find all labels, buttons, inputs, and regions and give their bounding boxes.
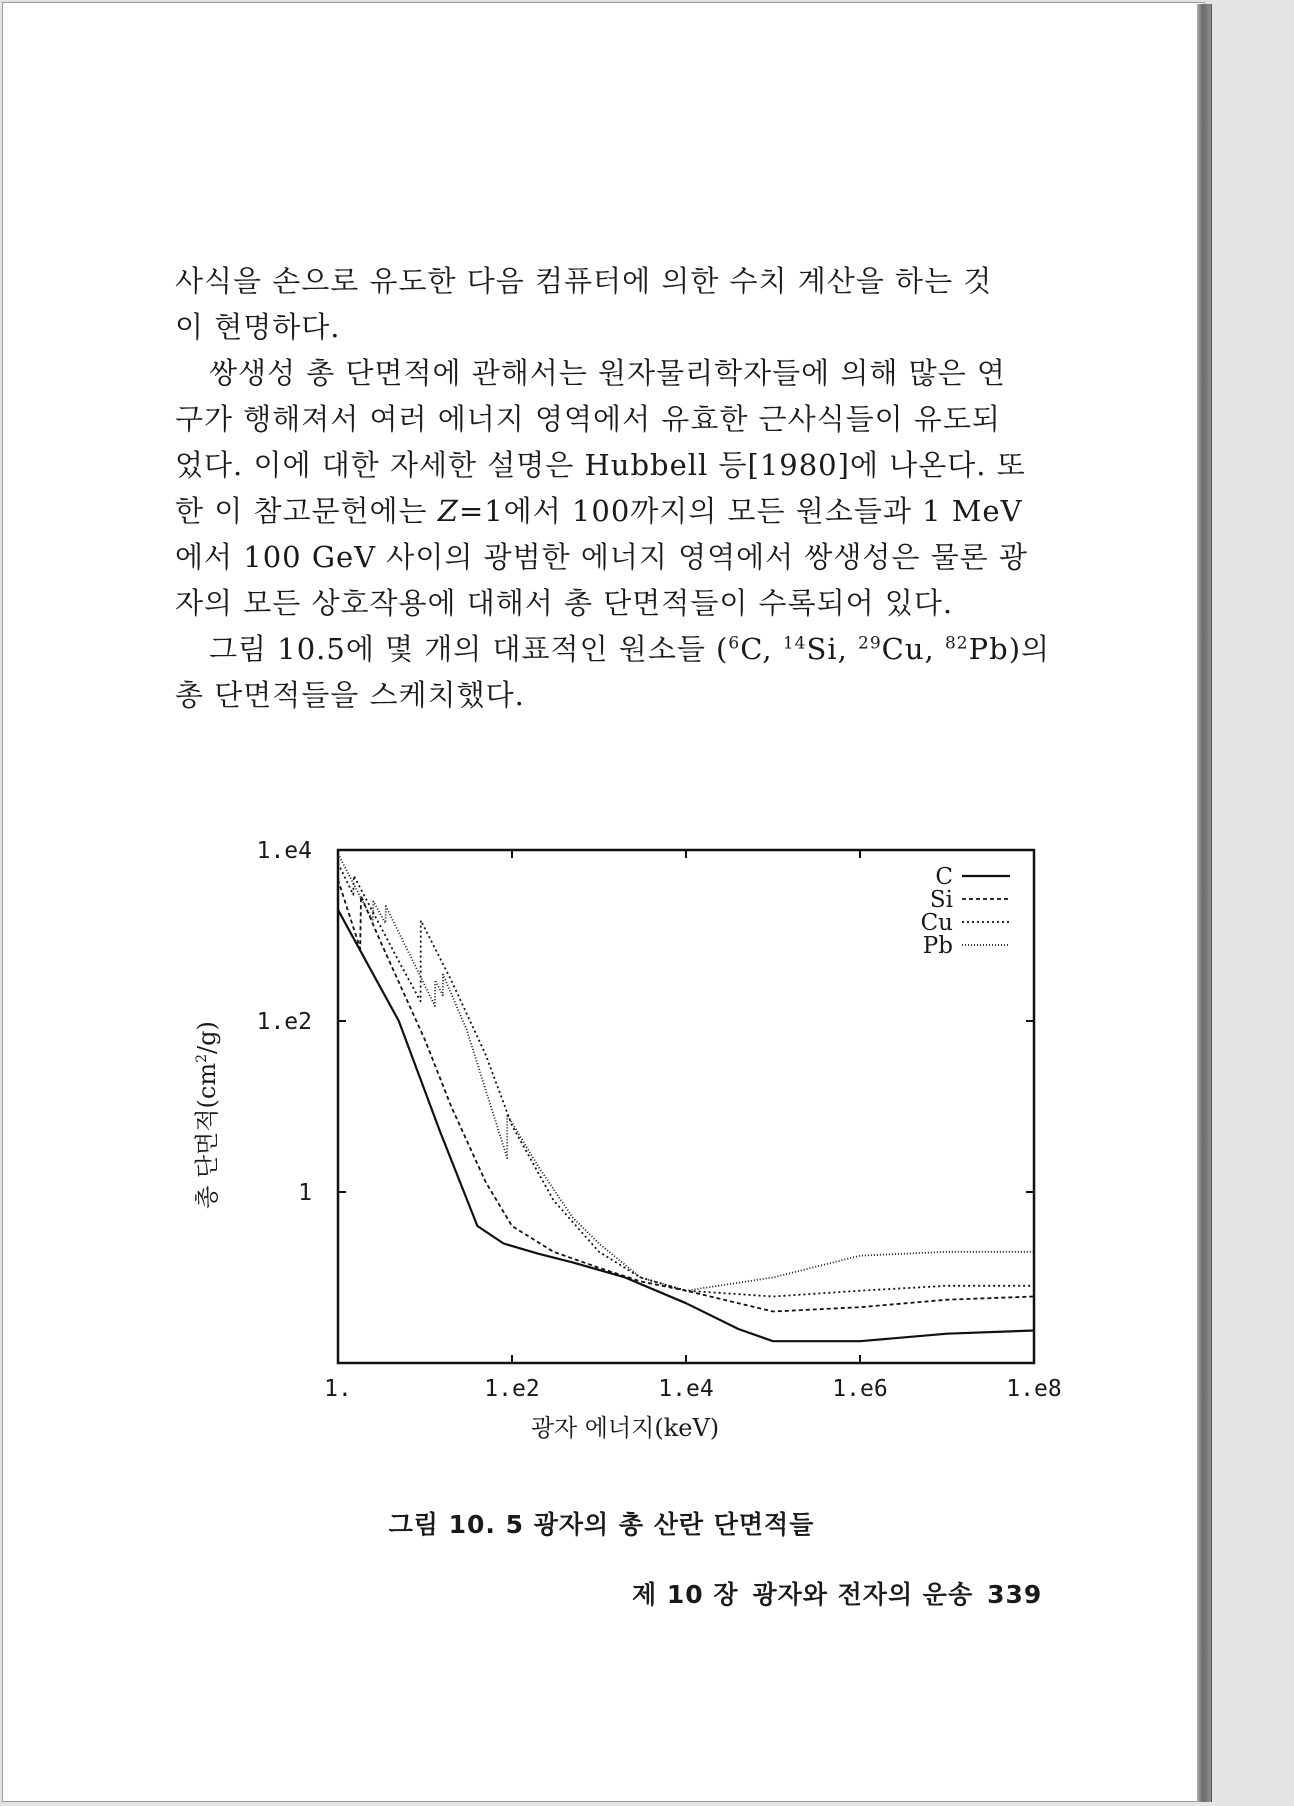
- paragraph-2-line-2: 구가 행해져서 여러 에너지 영역에서 유효한 근사식들이 유도되: [175, 402, 1001, 436]
- y-axis-label-unit: /g): [193, 1021, 221, 1054]
- paragraph-2-line-5: 에서 100 GeV 사이의 광범한 에너지 영역에서 쌍생성은 물론 광: [175, 540, 1028, 574]
- paragraph-2-line-3: 었다. 이에 대한 자세한 설명은 Hubbell 등[1980]에 나온다. 또: [175, 448, 1026, 482]
- x-tick-label: 1.e8: [1006, 1376, 1062, 1402]
- text-run: C,: [740, 632, 783, 666]
- text-run: 한 이 참고문헌에는: [175, 494, 438, 528]
- page-footer: [632, 1575, 1056, 1611]
- y-tick-label: 1.e4: [256, 838, 312, 864]
- x-tick-label: 1.e4: [658, 1376, 714, 1402]
- isotope-superscript: 6: [728, 633, 741, 654]
- paragraph-2-line-6: 자의 모든 상호작용에 대해서 총 단면적들이 수록되어 있다.: [175, 586, 954, 620]
- text-run: Cu,: [881, 632, 945, 666]
- x-tick-label: 1.e2: [484, 1376, 540, 1402]
- isotope-superscript: 14: [782, 633, 807, 654]
- paragraph-1-line-1: 사식을 손으로 유도한 다음 컴퓨터에 의한 수치 계산을 하는 것: [175, 264, 993, 298]
- text-run: Pb)의: [968, 632, 1051, 666]
- text-run: =1에서 100까지의 모든 원소들과 1 MeV: [458, 494, 1023, 528]
- text-run: Si,: [806, 632, 859, 666]
- figure-caption: 그림 10. 5 광자의 총 산란 단면적들: [388, 1510, 815, 1539]
- footer-chapter: 제 10 장: [632, 1580, 739, 1609]
- legend-label-pb: Pb: [922, 933, 953, 959]
- x-tick-label: 1.e6: [832, 1376, 888, 1402]
- y-axis-label: [193, 1021, 221, 1209]
- atomic-number-symbol: Z: [437, 494, 459, 528]
- x-tick-label: 1.: [324, 1376, 352, 1402]
- paragraph-1-line-2: 이 현명하다.: [175, 310, 341, 344]
- y-axis-label-superscript: 2: [194, 1053, 210, 1063]
- y-axis-label-text: 총 단면적(cm: [193, 1062, 221, 1209]
- x-axis-label: 광자 에너지(keV): [530, 1414, 720, 1442]
- footer-title: 광자와 전자의 운송: [752, 1580, 974, 1609]
- legend: [921, 864, 1010, 959]
- paragraph-2-line-1: 쌍생성 총 단면적에 관해서는 원자물리학자들에 의해 많은 연: [209, 356, 1006, 390]
- legend-label-si: Si: [929, 887, 953, 913]
- isotope-superscript: 29: [858, 633, 882, 654]
- y-tick-label: 1: [298, 1180, 312, 1206]
- paragraph-3-line-2: 총 단면적들을 스케치했다.: [175, 678, 525, 712]
- legend-label-c: C: [935, 864, 953, 890]
- isotope-superscript: 82: [944, 633, 969, 654]
- y-tick-label: 1.e2: [256, 1009, 312, 1035]
- page-number: 339: [987, 1580, 1043, 1609]
- legend-label-cu: Cu: [920, 910, 953, 936]
- text-run: 그림 10.5에 몇 개의 대표적인 원소들 (: [209, 632, 729, 666]
